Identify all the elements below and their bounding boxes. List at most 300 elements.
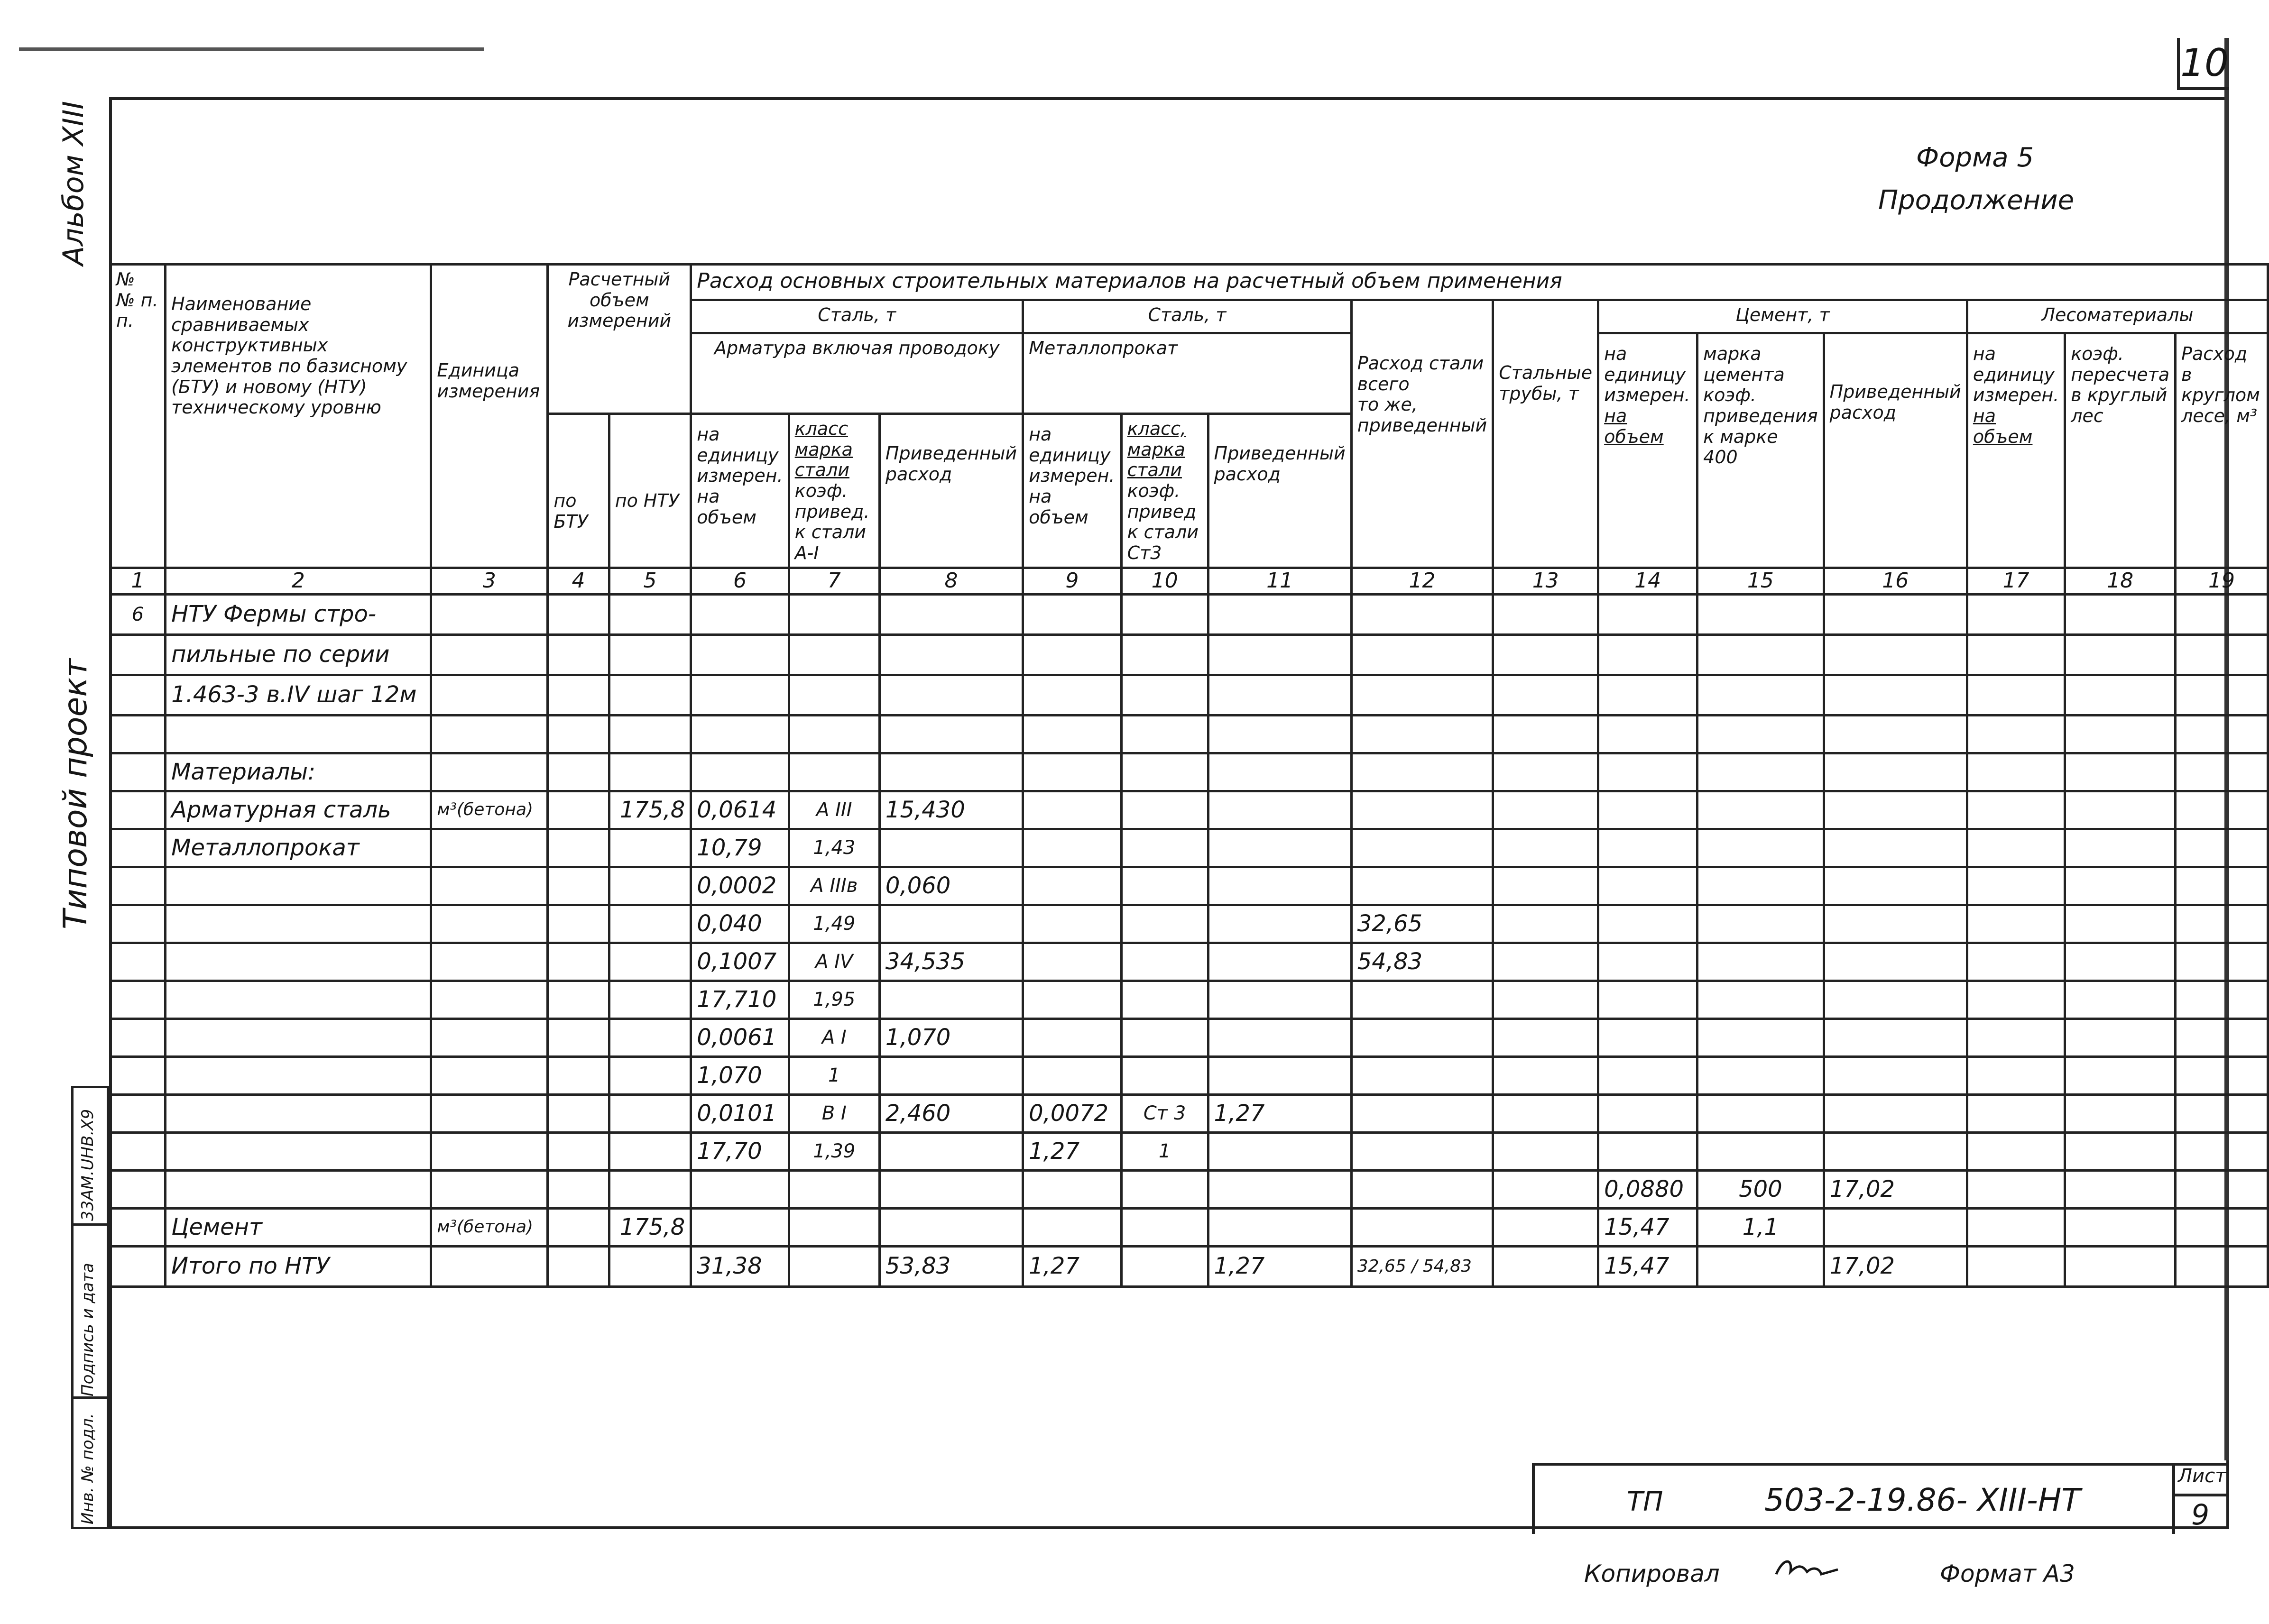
table-cell [1967, 753, 2065, 791]
table-cell [1208, 1018, 1351, 1056]
table-cell [1967, 829, 2065, 867]
table-cell [548, 1018, 609, 1056]
table-cell: м³(бетона) [431, 1208, 548, 1246]
table-cell [2176, 829, 2268, 867]
table-cell [1697, 1056, 1824, 1094]
table-cell [1023, 634, 1121, 675]
table-row [111, 905, 2268, 943]
table-cell [1967, 943, 2065, 981]
table-cell: 0,040 [691, 905, 789, 943]
table-cell [2176, 594, 2268, 634]
hdr-no: № № п. п. [111, 265, 166, 568]
table-cell [609, 594, 691, 634]
table-cell: Ст 3 [1121, 1094, 1208, 1132]
title-prefix: ТП [1627, 1486, 1663, 1517]
table-cell [111, 1056, 166, 1094]
table-cell [1121, 1056, 1208, 1094]
table-cell [111, 791, 166, 829]
table-cell: А IIIв [789, 867, 879, 905]
table-cell [431, 905, 548, 943]
table-cell [609, 1056, 691, 1094]
table-cell [2065, 867, 2176, 905]
table-cell [1023, 715, 1121, 753]
table-cell [1598, 867, 1697, 905]
table-cell [1697, 715, 1824, 753]
album-label: Альбом XIII [57, 101, 90, 266]
table-row [111, 1170, 2268, 1208]
table-cell: 1,27 [1023, 1132, 1121, 1170]
table-cell [2176, 943, 2268, 981]
table-cell [691, 1208, 789, 1246]
table-cell [1824, 1094, 1967, 1132]
table-cell [1121, 1018, 1208, 1056]
col-num: 14 [1598, 568, 1697, 595]
hdr-c17: на единицу измерен. на объем [1967, 333, 2065, 568]
table-cell [609, 943, 691, 981]
table-cell [1967, 1132, 2065, 1170]
table-cell [691, 1170, 789, 1208]
table-cell [1023, 905, 1121, 943]
table-cell [1208, 1170, 1351, 1208]
table-cell: 1,39 [789, 1132, 879, 1170]
table-cell [1493, 791, 1598, 829]
table-cell [1023, 943, 1121, 981]
table-cell [1598, 1132, 1697, 1170]
table-row [111, 675, 2268, 715]
hdr-c15: марка цемента коэф. приведения к марке 400 [1697, 333, 1824, 568]
table-cell [431, 1094, 548, 1132]
table-cell [1023, 1018, 1121, 1056]
table-cell [548, 791, 609, 829]
table-cell [1824, 791, 1967, 829]
hdr-c10: класс, марка стали коэф. привед к стали Ст3 [1121, 414, 1208, 568]
col-num: 13 [1493, 568, 1598, 595]
table-cell: 0,0101 [691, 1094, 789, 1132]
table-cell [789, 753, 879, 791]
table-cell [1351, 1208, 1493, 1246]
table-row [111, 715, 2268, 753]
table-cell [1493, 675, 1598, 715]
table-cell [2176, 1208, 2268, 1246]
table-cell [1351, 594, 1493, 634]
table-cell [1351, 715, 1493, 753]
table-cell [548, 829, 609, 867]
table-cell [1208, 943, 1351, 981]
table-cell [2065, 1246, 2176, 1286]
hdr-c9: на единицу измерен. на объем [1023, 414, 1121, 568]
table-cell: 175,8 [609, 791, 691, 829]
table-cell [1121, 675, 1208, 715]
table-cell: 31,38 [691, 1246, 789, 1286]
col-num: 2 [166, 568, 431, 595]
table-cell [111, 1132, 166, 1170]
table-cell [548, 905, 609, 943]
table-cell [1351, 753, 1493, 791]
document-code: 503-2-19.86- XIII-НТ [1764, 1482, 2081, 1518]
table-cell [691, 594, 789, 634]
table-cell: 0,0002 [691, 867, 789, 905]
table-cell [2176, 791, 2268, 829]
table-cell: 17,02 [1824, 1246, 1967, 1286]
table-row [111, 634, 2268, 675]
table-cell [609, 634, 691, 675]
table-cell [548, 753, 609, 791]
table-cell [2176, 1018, 2268, 1056]
table-cell [548, 867, 609, 905]
table-cell: 34,535 [879, 943, 1023, 981]
table-cell [789, 715, 879, 753]
table-cell [431, 1170, 548, 1208]
table-cell [1824, 943, 1967, 981]
table-cell [1598, 594, 1697, 634]
paper-format: Формат А3 [1940, 1560, 2075, 1587]
table-cell [1121, 715, 1208, 753]
table-cell [609, 829, 691, 867]
table-cell: 17,02 [1824, 1170, 1967, 1208]
table-cell: 0,1007 [691, 943, 789, 981]
table-cell [2176, 715, 2268, 753]
table-cell: 32,65 [1351, 905, 1493, 943]
table-cell [166, 1094, 431, 1132]
table-cell [609, 981, 691, 1018]
col-num: 6 [691, 568, 789, 595]
table-cell [2065, 1132, 2176, 1170]
table-cell [111, 981, 166, 1018]
table-cell [1824, 675, 1967, 715]
hdr-volume: Расчетный объем измерений [548, 265, 691, 414]
table-cell [1824, 829, 1967, 867]
table-cell: 1.463-3 в.IV шаг 12м [166, 675, 431, 715]
table-cell [2065, 1018, 2176, 1056]
col-num: 11 [1208, 568, 1351, 595]
hdr-name: Наименование сравниваемых конструктивных элементов по базисному (БТУ) и новому (НТУ) техническому уровню [166, 265, 431, 568]
table-cell [789, 675, 879, 715]
table-cell [548, 1208, 609, 1246]
table-cell [548, 943, 609, 981]
table-cell [1598, 905, 1697, 943]
table-cell [789, 1170, 879, 1208]
table-cell [1493, 1208, 1598, 1246]
table-cell [1351, 1170, 1493, 1208]
table-cell [1121, 943, 1208, 981]
table-cell: 32,65 / 54,83 [1351, 1246, 1493, 1286]
table-cell [548, 675, 609, 715]
table-cell [1967, 981, 2065, 1018]
table-cell: 15,430 [879, 791, 1023, 829]
table-cell [1697, 634, 1824, 675]
table-cell [1208, 829, 1351, 867]
table-cell [1351, 1132, 1493, 1170]
table-cell [1493, 829, 1598, 867]
table-cell [789, 634, 879, 675]
table-cell [2176, 867, 2268, 905]
hdr-vol-ntu: по НТУ [609, 414, 691, 568]
table-cell [1824, 715, 1967, 753]
table-cell [431, 981, 548, 1018]
table-cell [1824, 753, 1967, 791]
table-cell [1023, 594, 1121, 634]
sheet-value: 9 [2191, 1498, 2210, 1532]
table-cell [879, 1056, 1023, 1094]
table-cell [166, 1018, 431, 1056]
table-cell [1121, 905, 1208, 943]
table-cell [431, 943, 548, 981]
table-cell [1697, 675, 1824, 715]
table-row [111, 1132, 2268, 1170]
table-cell [1023, 791, 1121, 829]
table-cell [789, 594, 879, 634]
table-cell: 6 [111, 594, 166, 634]
table-cell [1493, 1246, 1598, 1286]
col-num: 12 [1351, 568, 1493, 595]
table-row [111, 829, 2268, 867]
table-cell: 0,0614 [691, 791, 789, 829]
table-cell [1208, 905, 1351, 943]
table-cell [1351, 1094, 1493, 1132]
table-cell: А I [789, 1018, 879, 1056]
hdr-steel-2: Сталь, т [1023, 300, 1352, 333]
stamp-inv: Инв. № подл. [78, 1413, 97, 1524]
table-cell [879, 675, 1023, 715]
table-cell [1121, 1170, 1208, 1208]
table-cell: Итого по НТУ [166, 1246, 431, 1286]
hdr-c7: класс марка стали коэф. привед. к стали А-I [789, 414, 879, 568]
table-cell: 1 [1121, 1132, 1208, 1170]
table-cell [1824, 1208, 1967, 1246]
table-cell: 0,060 [879, 867, 1023, 905]
table-row [111, 943, 2268, 981]
table-cell [691, 634, 789, 675]
table-row [111, 753, 2268, 791]
col-num: 8 [879, 568, 1023, 595]
table-cell [1493, 943, 1598, 981]
table-cell [548, 634, 609, 675]
table-cell [1493, 634, 1598, 675]
col-num: 1 [111, 568, 166, 595]
table-cell [1967, 594, 2065, 634]
table-cell: 15,47 [1598, 1208, 1697, 1246]
form-title: Форма 5 [1916, 142, 2034, 173]
table-cell: 1,27 [1208, 1246, 1351, 1286]
stamp-replacement: 33АМ.UНВ.Х9 [78, 1109, 97, 1221]
table-cell [1493, 867, 1598, 905]
table-cell [1697, 1094, 1824, 1132]
table-cell [2065, 1094, 2176, 1132]
hdr-steel-total: Расход стали всего то же, приведенный [1351, 300, 1493, 568]
table-cell [1697, 594, 1824, 634]
table-cell [1598, 829, 1697, 867]
table-cell [1967, 905, 2065, 943]
table-cell [1697, 1132, 1824, 1170]
table-cell [166, 1170, 431, 1208]
table-cell [1023, 753, 1121, 791]
table-cell [1697, 905, 1824, 943]
stamp-signature: Подпись и дата [78, 1263, 97, 1396]
table-cell: пильные по серии [166, 634, 431, 675]
table-cell [1121, 791, 1208, 829]
table-row [111, 1246, 2268, 1286]
table-cell [111, 1246, 166, 1286]
table-cell [879, 634, 1023, 675]
table-cell [879, 753, 1023, 791]
table-cell [2065, 634, 2176, 675]
table-cell [431, 753, 548, 791]
table-cell [1967, 867, 2065, 905]
table-cell [691, 715, 789, 753]
table-cell [879, 1170, 1023, 1208]
table-cell [1598, 1056, 1697, 1094]
table-cell: 0,0072 [1023, 1094, 1121, 1132]
table-cell: 15,47 [1598, 1246, 1697, 1286]
table-cell [879, 981, 1023, 1018]
table-cell [1697, 753, 1824, 791]
table-cell [2176, 1094, 2268, 1132]
hdr-steel: Сталь, т [691, 300, 1023, 333]
table-cell [609, 715, 691, 753]
table-cell [1208, 1132, 1351, 1170]
table-cell [2176, 981, 2268, 1018]
table-cell [111, 753, 166, 791]
table-cell [879, 715, 1023, 753]
table-cell [548, 1056, 609, 1094]
hdr-c16: Приведенный расход [1824, 333, 1967, 568]
table-cell: 500 [1697, 1170, 1824, 1208]
table-cell [2065, 791, 2176, 829]
table-cell [1493, 1170, 1598, 1208]
table-cell [2065, 1208, 2176, 1246]
table-cell [1208, 867, 1351, 905]
table-row [111, 1094, 2268, 1132]
table-cell: Цемент [166, 1208, 431, 1246]
table-cell [166, 1132, 431, 1170]
table-cell [111, 1018, 166, 1056]
table-cell [1824, 981, 1967, 1018]
table-cell: 1,95 [789, 981, 879, 1018]
col-num: 18 [2065, 568, 2176, 595]
table-cell [431, 715, 548, 753]
table-cell [1351, 981, 1493, 1018]
table-cell [879, 1208, 1023, 1246]
hdr-unit: Единица измерения [431, 265, 548, 568]
table-cell [1493, 594, 1598, 634]
table-cell: Металлопрокат [166, 829, 431, 867]
table-cell [1023, 675, 1121, 715]
table-cell [609, 1094, 691, 1132]
table-cell [1493, 981, 1598, 1018]
table-cell [548, 594, 609, 634]
table-row [111, 791, 2268, 829]
table-cell: 1,49 [789, 905, 879, 943]
table-cell [1824, 1132, 1967, 1170]
form-subtitle: Продолжение [1878, 185, 2075, 216]
table-cell [111, 634, 166, 675]
table-cell [1967, 1018, 2065, 1056]
table-cell [548, 981, 609, 1018]
table-cell [609, 867, 691, 905]
hdr-cement: Цемент, т [1598, 300, 1967, 333]
table-cell [1208, 791, 1351, 829]
table-cell: А IV [789, 943, 879, 981]
table-cell [879, 594, 1023, 634]
table-cell [166, 867, 431, 905]
table-cell [1208, 1056, 1351, 1094]
table-cell [789, 1246, 879, 1286]
table-cell [1208, 981, 1351, 1018]
table-cell [1967, 1246, 2065, 1286]
table-cell [1023, 981, 1121, 1018]
table-cell: 0,0880 [1598, 1170, 1697, 1208]
table-cell [2176, 1170, 2268, 1208]
table-cell [111, 905, 166, 943]
table-cell [2065, 1056, 2176, 1094]
table-cell: 54,83 [1351, 943, 1493, 981]
table-cell [1023, 829, 1121, 867]
hdr-c19: Расход в круглом лесе, м³ [2176, 333, 2268, 568]
table-cell: 1,1 [1697, 1208, 1824, 1246]
hdr-c18: коэф. пересчета в круглый лес [2065, 333, 2176, 568]
table-cell [2065, 675, 2176, 715]
table-cell [1493, 905, 1598, 943]
table-cell: 1 [789, 1056, 879, 1094]
table-cell [1121, 1246, 1208, 1286]
table-cell [1493, 1056, 1598, 1094]
col-num: 17 [1967, 568, 2065, 595]
col-num: 16 [1824, 568, 1967, 595]
table-cell [1697, 829, 1824, 867]
table-cell [1351, 829, 1493, 867]
table-cell [1351, 675, 1493, 715]
table-cell [1598, 1018, 1697, 1056]
table-cell [1351, 1018, 1493, 1056]
table-cell [431, 594, 548, 634]
table-cell: А III [789, 791, 879, 829]
table-cell [2065, 829, 2176, 867]
table-cell [1697, 1246, 1824, 1286]
table-cell [111, 1094, 166, 1132]
table-cell [431, 829, 548, 867]
table-cell: м³(бетона) [431, 791, 548, 829]
table-cell [609, 1132, 691, 1170]
table-cell [111, 1170, 166, 1208]
table-cell [2176, 675, 2268, 715]
table-cell [548, 1094, 609, 1132]
table-row [111, 594, 2268, 634]
table-cell [1351, 791, 1493, 829]
project-label: Типовой проект [57, 658, 94, 929]
col-num: 5 [609, 568, 691, 595]
table-cell: НТУ Фермы стро- [166, 594, 431, 634]
col-num: 3 [431, 568, 548, 595]
table-cell [111, 715, 166, 753]
table-cell [1598, 1094, 1697, 1132]
sheet-label: Лист [2178, 1465, 2226, 1487]
table-cell: 1,43 [789, 829, 879, 867]
table-cell [1121, 753, 1208, 791]
table-cell [1351, 867, 1493, 905]
table-cell: 10,79 [691, 829, 789, 867]
table-cell [2176, 634, 2268, 675]
table-cell [1824, 594, 1967, 634]
sheet-number: 10 [2177, 38, 2229, 90]
table-cell [1023, 1208, 1121, 1246]
table-cell [1121, 594, 1208, 634]
table-cell [1598, 753, 1697, 791]
table-cell [609, 675, 691, 715]
table-cell [1208, 675, 1351, 715]
table-cell [2065, 594, 2176, 634]
table-row [111, 981, 2268, 1018]
table-cell [166, 943, 431, 981]
